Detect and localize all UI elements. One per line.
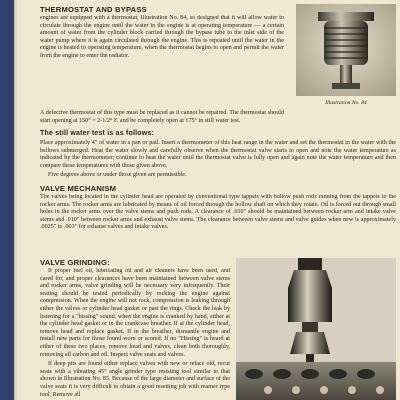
- valve-grinding-text: [40, 268, 230, 400]
- valve-grinding-paragraph: If deep pits are found either replace valves with new or reface old, recut seats with a vibrating 45° angle grinder type resisting tool similar to that shown in Illustration No. 85. Because of the large diameter and surface of the valve seats it is very difficult to obtain a good resetting job with reamer type tool. Remove all: [40, 361, 230, 398]
- still-water-note: Five degrees above or under those given are permissible.: [48, 172, 187, 178]
- manual-page: [14, 0, 400, 400]
- still-water-paragraph: Place approximately 4" of water in a pan or pail. Insert a thermometer of this heat range in the water and set the thermostat in the water with the bellows submerged. Heat the water slowly and carefully observe when the thermostat valve starts to open and note the water temperature as indicated by the thermometer; continue to heat the water until the thermostat valve is fully open and again note the water temperature and then compare these temperatures with those given above.: [40, 140, 396, 169]
- valve-seat-grinder-photo: [236, 258, 396, 400]
- valve-mechanism-paragraph: The valves being located in the cylinder head are operated by conventional type tappets with hollow push rods running from the tappets to the rocker arms. The rocker arms are lubricated by means of oil forced through the hollow shaft on which they rotate. Oil is forced out through small holes in the rocker arms over the valve stems and push rods. A clearance of .010" should be maintained between rocker arm and intake valve stems and .010" between rocker arms and exhaust valve stems. The clearance between valve stems and valve guides when new is approximately .0025" to .003" for exhaust valves and intake valves.: [40, 194, 396, 231]
- scan-edge: [14, 0, 18, 400]
- thermostat-photo: [296, 4, 396, 96]
- figure-caption-84: Illustration No. 84: [325, 100, 367, 106]
- valve-grinding-paragraph: If proper fuel oil, lubricating oil and air cleaners have been used, and cared for, and proper clearances have been maintained between valve stems and rocker arms, valve grinding will be necessary very infrequently. Their seating should be tested periodically by rocking the engine against compression. When the engine will not rock, compression is leaking through either the valves or cylinder head gasket or past the rings. Check the leak by listening for a "hissing" sound, when the engine is cranked by hand, either at the cylinder head gasket or in the crankcase breather. If at the cylinder head, remove head and replace gasket. If in the breather, dismantle engine and install new parts for those found worn or scored. If no "Hissing" is heard at either of these two places, remove head and valves, clean both thoroughly, removing all carbon and oil. Inspect valve seats and valves.: [40, 268, 230, 358]
- section-heading-valve-grinding: VALVE GRINDING:: [40, 258, 110, 267]
- section-heading-still-water: The still water test is as follows:: [40, 130, 154, 137]
- section-heading-thermostat: THERMOSTAT AND BYPASS: [40, 5, 147, 14]
- section-heading-valve-mechanism: VALVE MECHANISM: [40, 184, 117, 193]
- defective-thermostat-paragraph: A defective thermostat of this type must be replaced as it cannot be repaired. The thermostat should start opening at 150° + 2-1/2° F. and be completely open at 175° in still water test.: [40, 110, 284, 124]
- thermostat-paragraph: engines are equipped with a thermostat, Illustration No. 84, so designed that it will allow water to circulate through the engine until the water in the engine is at operating temperature — a certain amount of water from the cylinder block carried through the bypass tube to the inlet side of the water pump where it is again circulated through the engine. This is repeated until the water in the engine is heated to operating temperature, when the thermostat begins to open and permit the water from the engine to enter the radiator.: [40, 15, 284, 59]
